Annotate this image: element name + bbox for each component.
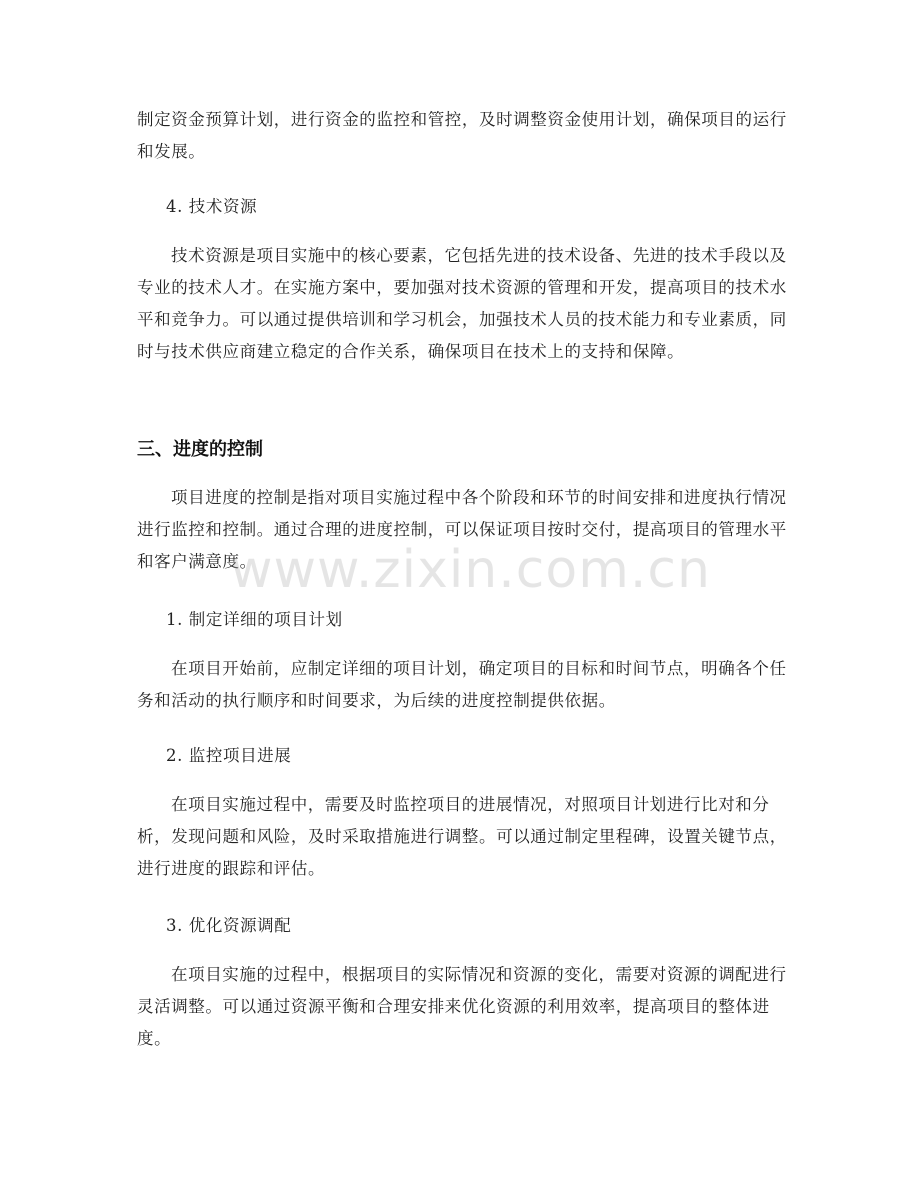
paragraph-detailed-plan: 在项目开始前，应制定详细的项目计划，确定项目的目标和时间节点，明确各个任务和活动的执行顺序和时间要求，为后续的进度控制提供依据。 bbox=[137, 659, 787, 710]
paragraph-monitor-progress: 在项目实施过程中，需要及时监控项目的进展情况，对照项目计划进行比对和分析，发现问题和风险，及时采取措施进行调整。可以通过制定里程碑，设置关键节点，进行进度的跟踪和评估。 bbox=[137, 795, 787, 878]
subheading-detailed-plan: 1. 制定详细的项目计划 bbox=[166, 610, 343, 629]
section-heading-schedule-control: 三、进度的控制 bbox=[137, 439, 263, 460]
paragraph-schedule-control: 项目进度的控制是指对项目实施过程中各个阶段和环节的时间安排和进度执行情况进行监控和控制。通过合理的进度控制，可以保证项目按时交付，提高项目的管理水平和客户满意度。 bbox=[137, 488, 787, 571]
subheading-monitor-progress: 2. 监控项目进展 bbox=[166, 746, 292, 765]
subheading-tech-resources: 4. 技术资源 bbox=[166, 197, 258, 216]
paragraph-tech-resources: 技术资源是项目实施中的核心要素，它包括先进的技术设备、先进的技术手段以及专业的技术人才。在实施方案中，要加强对技术资源的管理和开发，提高项目的技术水平和竞争力。可以通过提供培训和学习机会，加强技术人员的技术能力和专业素质，同时与技术供应商建立稳定的合作关系，确保项目在技术上的支持和保障。 bbox=[137, 246, 787, 361]
subheading-optimize-resources: 3. 优化资源调配 bbox=[166, 916, 292, 935]
paragraph-funding-continued: 制定资金预算计划，进行资金的监控和管控，及时调整资金使用计划，确保项目的运行和发展。 bbox=[137, 110, 787, 161]
paragraph-optimize-resources: 在项目实施的过程中，根据项目的实际情况和资源的变化，需要对资源的调配进行灵活调整。可以通过资源平衡和合理安排来优化资源的利用效率，提高项目的整体进度。 bbox=[137, 965, 787, 1048]
watermark: www.zixin.com.cn bbox=[230, 540, 711, 600]
